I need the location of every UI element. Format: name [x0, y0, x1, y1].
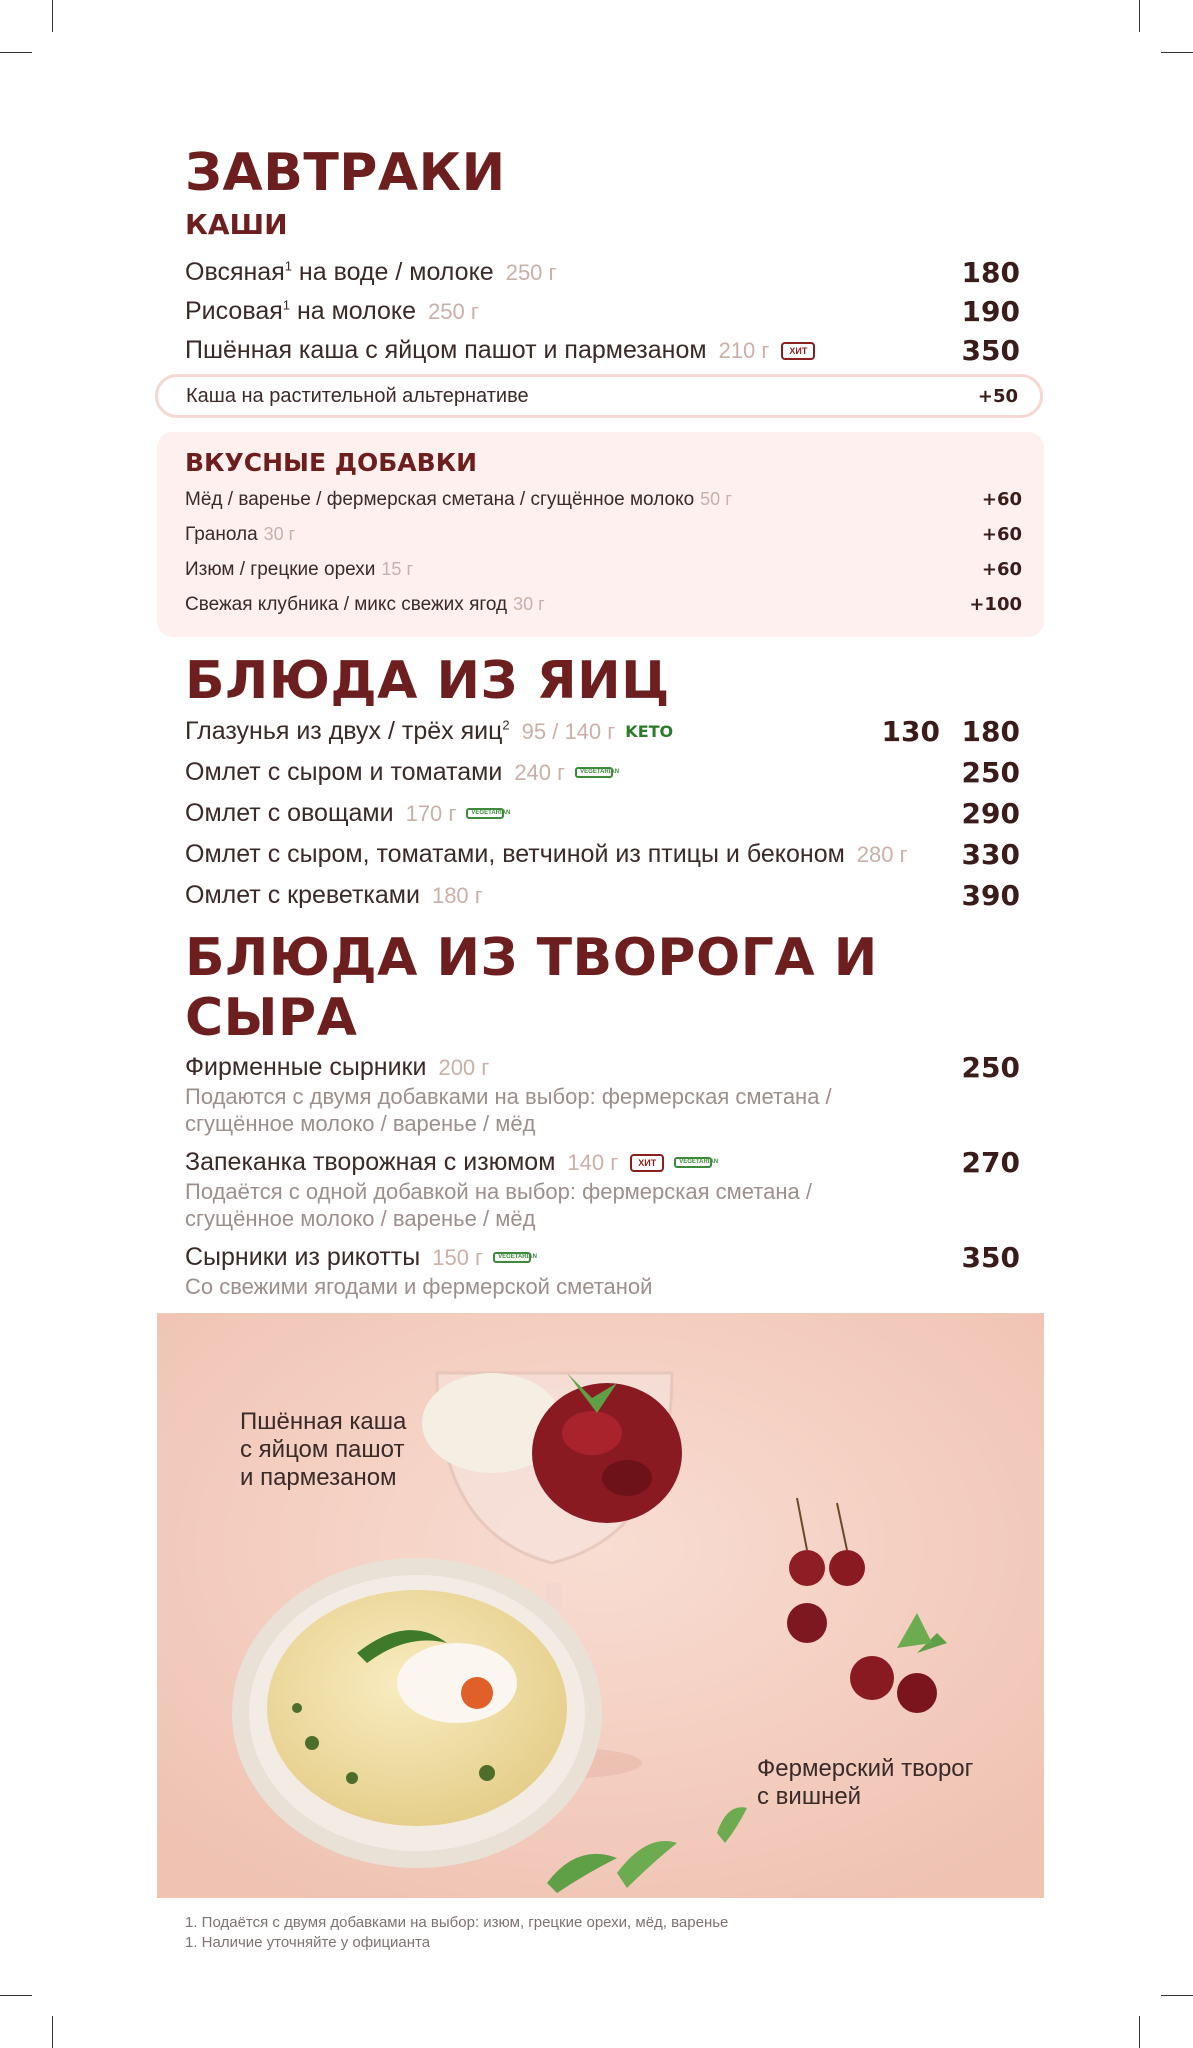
- menu-item: [185, 253, 1020, 292]
- item-name: Рисовая: [185, 297, 283, 325]
- menu-item: [185, 292, 1020, 331]
- item-name-rest: на воде / молоке: [291, 258, 494, 286]
- footnote-mark: 1: [284, 258, 292, 274]
- section-title-curd: БЛЮДА ИЗ ТВОРОГА И СЫРА: [185, 928, 878, 1048]
- egg-list: [185, 711, 1020, 916]
- item-price: 330: [961, 838, 1020, 871]
- item-price: 190: [961, 295, 1020, 328]
- option-price: +50: [977, 385, 1018, 407]
- addon-weight: 50 г: [700, 489, 732, 509]
- menu-item: [185, 834, 1020, 875]
- item-price: 180: [961, 715, 1020, 748]
- crop-mark: [1139, 2016, 1140, 2048]
- item-weight: 250 г: [505, 259, 557, 285]
- item-price: 290: [961, 797, 1020, 830]
- crop-mark: [52, 0, 53, 32]
- curd-list: [185, 1048, 1020, 1351]
- item-price: 390: [961, 879, 1020, 912]
- menu-item: [185, 711, 1020, 752]
- addon-item: [185, 482, 1022, 517]
- addon-weight: 30 г: [513, 594, 545, 614]
- menu-item: [185, 1143, 1020, 1182]
- item-name: Омлет с сыром и томатами: [185, 758, 503, 786]
- footnote-mark: 2: [502, 717, 510, 733]
- addon-weight: 30 г: [263, 524, 296, 544]
- crop-mark: [1139, 0, 1140, 32]
- section-title-breakfast: ЗАВТРАКИ: [185, 143, 506, 203]
- menu-item: [185, 1238, 1020, 1277]
- option-label: Каша на растительной альтернативе: [186, 384, 529, 407]
- porridge-list: [185, 253, 1020, 370]
- menu-item: [185, 875, 1020, 916]
- footnote-mark: 1: [282, 297, 291, 313]
- keto-badge-icon: KETO: [625, 722, 674, 741]
- caption-curd: Фермерский творог с вишней: [757, 1755, 974, 1810]
- item-name: Пшённая каша с яйцом пашот и пармезаном: [185, 336, 707, 364]
- item-price-small: 130: [881, 715, 940, 748]
- item-name-rest: на молоке: [290, 297, 417, 325]
- addon-item: [185, 552, 1022, 587]
- crop-mark: [0, 52, 32, 53]
- crop-mark: [1161, 52, 1193, 53]
- addons-box: [157, 432, 1044, 637]
- item-name: Фирменные сырники: [185, 1053, 427, 1081]
- vegetarian-badge-icon: VEGETARIAN: [493, 1252, 531, 1263]
- footnote: 1. Наличие уточняйте у официанта: [185, 1934, 431, 1951]
- item-price: 180: [961, 256, 1020, 289]
- addons-title: ВКУСНЫЕ ДОБАВКИ: [185, 448, 478, 477]
- caption-porridge: Пшённая каша с яйцом пашот и пармезаном: [240, 1408, 407, 1491]
- menu-item: [185, 331, 1020, 370]
- item-weight: 140 г: [567, 1149, 619, 1175]
- item-name: Овсяная: [185, 258, 285, 286]
- eggs-section: [185, 651, 1020, 916]
- vegetarian-badge-icon: VEGETARIAN: [674, 1157, 712, 1168]
- addon-item: [185, 517, 1022, 552]
- menu-item: [185, 1048, 1020, 1087]
- breakfast-section: [185, 143, 1020, 370]
- item-weight: 240 г: [514, 759, 566, 785]
- menu-item: [185, 752, 1020, 793]
- item-name: Омлет с креветками: [185, 881, 420, 909]
- item-price: 270: [961, 1146, 1020, 1179]
- addon-price: +60: [981, 489, 1022, 510]
- addon-price: +60: [981, 559, 1022, 580]
- item-name: Омлет с сыром, томатами, ветчиной из птицы и беконом: [185, 840, 845, 868]
- crop-mark: [52, 2016, 53, 2048]
- hit-badge-icon: ХИТ: [630, 1154, 664, 1172]
- addons-list: [185, 482, 1022, 622]
- item-weight: 150 г: [432, 1244, 484, 1270]
- footnote: 1. Подаётся с двумя добавками на выбор: изюм, грецкие орехи, мёд, варенье: [185, 1914, 729, 1931]
- item-name: Запеканка творожная с изюмом: [185, 1148, 556, 1176]
- subsection-title-porridge: КАШИ: [185, 208, 288, 241]
- item-name: Глазунья из двух / трёх яиц: [185, 717, 503, 745]
- crop-mark: [0, 1995, 32, 1996]
- item-weight: 180 г: [431, 882, 483, 908]
- vegetarian-badge-icon: VEGETARIAN: [575, 767, 613, 778]
- item-weight: 250 г: [428, 298, 479, 324]
- hit-badge-icon: ХИТ: [781, 342, 815, 360]
- addon-price: +60: [981, 524, 1022, 545]
- addon-name: Свежая клубника / микс свежих ягод: [185, 593, 508, 615]
- item-price: 350: [961, 1241, 1020, 1274]
- item-price: 250: [961, 756, 1020, 789]
- crop-mark: [1161, 1995, 1193, 1996]
- food-photo: [157, 1313, 1044, 1898]
- curd-section: [185, 928, 1020, 1351]
- item-name: Сырники из рикотты: [185, 1243, 421, 1271]
- addon-price: +100: [969, 594, 1022, 615]
- addon-name: Изюм / грецкие орехи: [185, 558, 376, 580]
- item-weight: 280 г: [856, 841, 908, 867]
- item-weight: 170 г: [405, 800, 457, 826]
- addon-weight: 15 г: [381, 559, 414, 579]
- addon-item: [185, 587, 1022, 622]
- item-description: Со свежими ягодами и фермерской сметаной: [185, 1274, 653, 1299]
- section-title-eggs: БЛЮДА ИЗ ЯИЦ: [185, 651, 670, 711]
- plant-alternative-option: [155, 374, 1043, 418]
- item-price: 250: [961, 1051, 1020, 1084]
- item-description: Подаётся с одной добавкой на выбор: фермерская сметана / сгущённое молоко / варенье / мёд: [185, 1179, 812, 1231]
- addon-name: Мёд / варенье / фермерская сметана / сгущённое молоко: [185, 488, 695, 510]
- vegetarian-badge-icon: VEGETARIAN: [466, 808, 504, 819]
- item-weight: 200 г: [438, 1054, 490, 1080]
- menu-item: [185, 793, 1020, 834]
- item-weight: 210 г: [718, 337, 770, 363]
- item-name: Омлет с овощами: [185, 799, 394, 827]
- addon-name: Гранола: [185, 523, 258, 545]
- item-weight: 95 / 140 г: [521, 718, 616, 744]
- item-price: 350: [961, 334, 1020, 367]
- item-description: Подаются с двумя добавками на выбор: фермерская сметана / сгущённое молоко / варенье / мёд: [185, 1084, 832, 1136]
